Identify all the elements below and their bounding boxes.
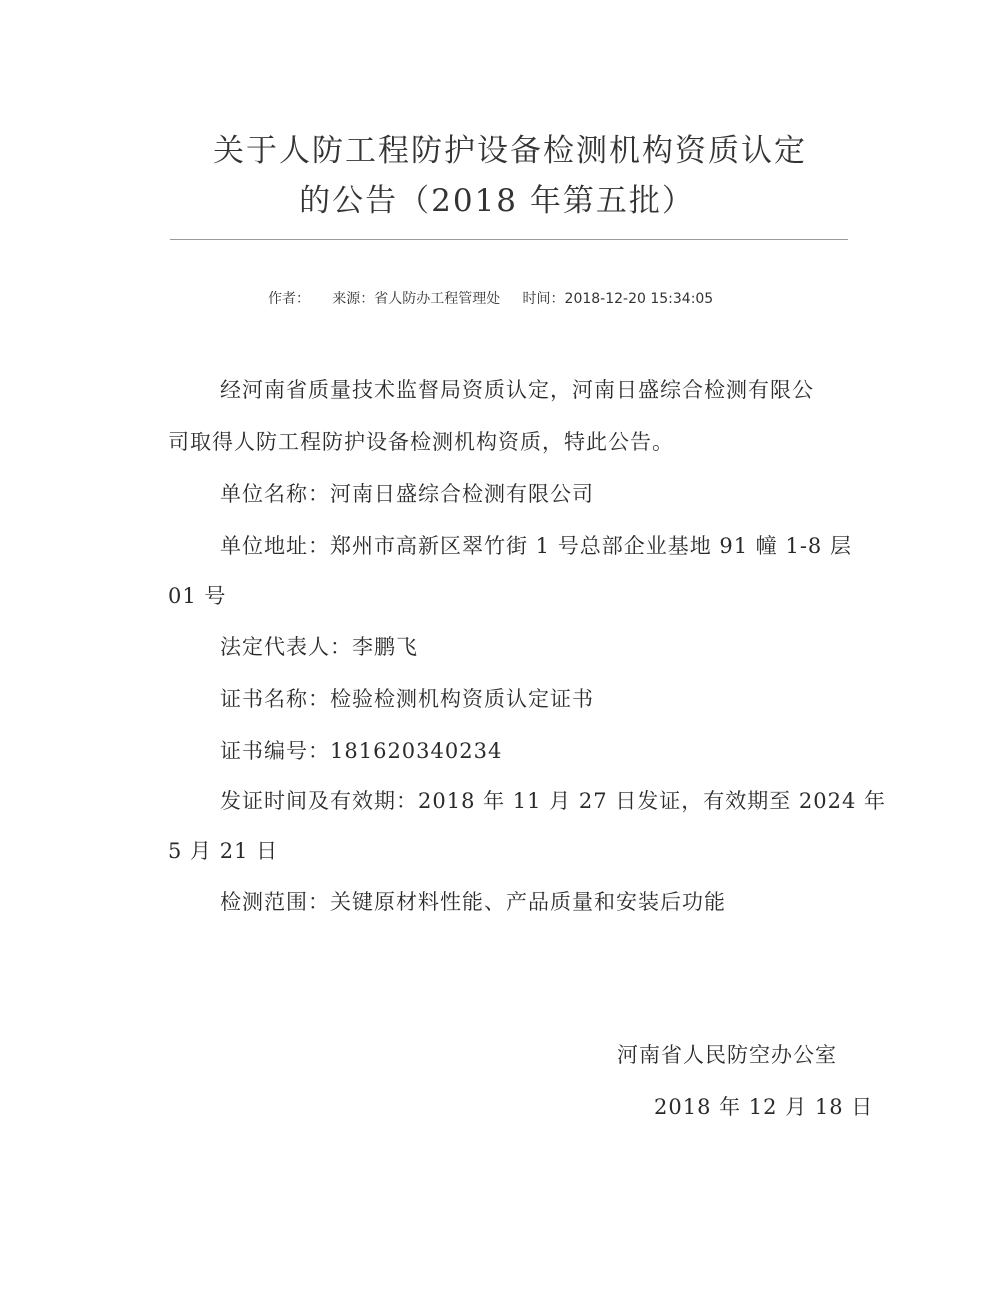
- meta-author: 作者：: [268, 291, 310, 307]
- paragraph-1-line-2: 司取得人防工程防护设备检测机构资质，特此公告。: [168, 430, 674, 454]
- unit-address-line-2: 01 号: [168, 584, 227, 608]
- document-title-line-2: 的公告（2018 年第五批）: [299, 183, 695, 219]
- paragraph-1-line-1: 经河南省质量技术监督局资质认定，河南日盛综合检测有限公: [220, 378, 814, 402]
- unit-name: 单位名称：河南日盛综合检测有限公司: [220, 482, 594, 506]
- certificate-name: 证书名称：检验检测机构资质认定证书: [220, 687, 594, 711]
- signature-organization: 河南省人民防空办公室: [617, 1043, 837, 1067]
- issue-validity-line-1: 发证时间及有效期：2018 年 11 月 27 日发证，有效期至 2024 年: [220, 789, 887, 813]
- testing-scope: 检测范围：关键原材料性能、产品质量和安装后功能: [220, 890, 726, 914]
- unit-address-line-1: 单位地址：郑州市高新区翠竹街 1 号总部企业基地 91 幢 1-8 层: [220, 534, 852, 558]
- meta-source: 来源：省人防办工程管理处: [332, 291, 501, 307]
- meta-time: 时间：2018-12-20 15:34:05: [522, 291, 714, 307]
- document-title-line-1: 关于人防工程防护设备检测机构资质认定: [213, 133, 807, 169]
- certificate-number: 证书编号：181620340234: [220, 739, 503, 763]
- title-divider: [170, 239, 848, 240]
- article-meta: [268, 288, 713, 308]
- signature-date: 2018 年 12 月 18 日: [654, 1095, 874, 1119]
- issue-validity-line-2: 5 月 21 日: [168, 839, 279, 863]
- legal-representative: 法定代表人：李鹏飞: [220, 635, 418, 659]
